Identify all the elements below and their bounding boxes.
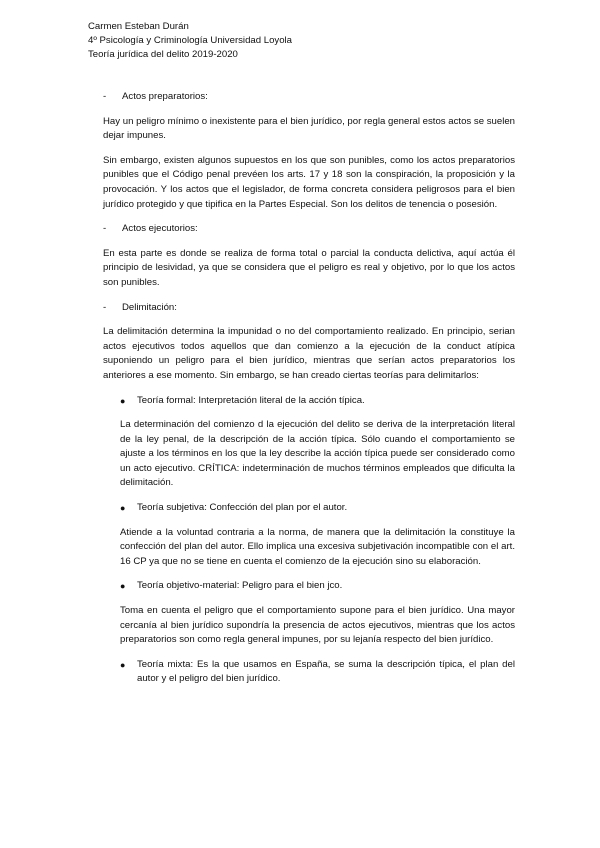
bullet-icon: ● xyxy=(120,503,126,514)
course-name: 4º Psicología y Criminología Universidad Loyola xyxy=(88,35,293,46)
theory-formal: ● Teoría formal: Interpretación literal de la acción típica. xyxy=(120,394,515,409)
dash-marker: - xyxy=(103,91,107,102)
document-body xyxy=(103,90,515,697)
paragraph: Toma en cuenta el peligro que el comportamiento supone para el bien jurídico. Una mayor cercanía al bien jurídico supondría la presencia de actos ejecutivos, mientras que los actos preparatorios son como regla general impunes, por su lejanía respecto del bien jurídico. xyxy=(120,605,515,646)
bullet-icon: ● xyxy=(120,659,126,670)
dash-marker: - xyxy=(103,301,107,313)
section-heading-ejecutorios: - Actos ejecutorios: xyxy=(103,222,515,237)
paragraph: Atiende a la voluntad contraria a la norma, de manera que la delimitación la constituye la confección del plan del autor. Ello implica una excesiva subjetivación incompatible con el art. 16 CP ya que no se tiene en cuenta el comienzo de la ejecución sino su elaboración. xyxy=(120,526,515,567)
section-heading-preparatorios: - Actos preparatorios: xyxy=(103,90,515,105)
paragraph: Sin embargo, existen algunos supuestos en los que son punibles, como los actos preparatorios punibles que el Código penal prevéen los arts. 17 y 18 son la conspiración, la proposición y la provocación. Y los actos que el legislador, de forma concreta considera peligrosos para el bien jurídico protegido y que tipifica en la Partes Especial. Son los delitos de tenencia o posesión. xyxy=(103,154,515,210)
paragraph: La determinación del comienzo d la ejecución del delito se deriva de la interpretación literal de la ley penal, de la descripción de la acción típica. Sólo cuando el comportamiento se ajuste a los términos en los que la ley describe la acción típica puede ser considerado como un acto ejecutivo. CRÍTICA: indeterminación de muchos términos empleados que dificulta la delimitación. xyxy=(120,419,515,489)
document-header xyxy=(88,20,292,62)
theory-subjetiva: ● Teoría subjetiva: Confección del plan por el autor. xyxy=(120,501,515,516)
paragraph: En esta parte es donde se realiza de forma total o parcial la conducta delictiva, aquí actúa él principio de lesividad, ya que se considera que el peligro es real y objetivo, por lo que los actos son punibles. xyxy=(103,247,515,288)
theory-objetivo-material: ● Teoría objetivo-material: Peligro para el bien jco. xyxy=(120,579,515,594)
dash-marker: - xyxy=(103,223,107,235)
theory-mixta: ● Teoría mixta: Es la que usamos en España, se suma la descripción típica, el plan del autor y el peligro del bien jurídico. xyxy=(120,658,515,685)
author-name: Carmen Esteban Durán xyxy=(88,21,189,32)
bullet-icon: ● xyxy=(120,395,126,406)
subject-name: Teoría jurídica del delito 2019-2020 xyxy=(88,49,238,60)
paragraph: La delimitación determina la impunidad o no del comportamiento realizado. En principio, serian actos ejecutivos todos aquellos que dan comienzo a la ejecución de la conduct atípica suponiendo un peligro para el bien jurídico, mientras que serían actos preparatorios los anteriores a ese momento. Sin embargo, se han creado ciertas teorías para delimitarlos: xyxy=(103,326,515,381)
paragraph: Hay un peligro mínimo o inexistente para el bien jurídico, por regla general estos actos se suelen dejar impunes. xyxy=(103,115,515,142)
bullet-icon: ● xyxy=(120,581,126,592)
section-heading-delimitacion: - Delimitación: xyxy=(103,301,515,316)
